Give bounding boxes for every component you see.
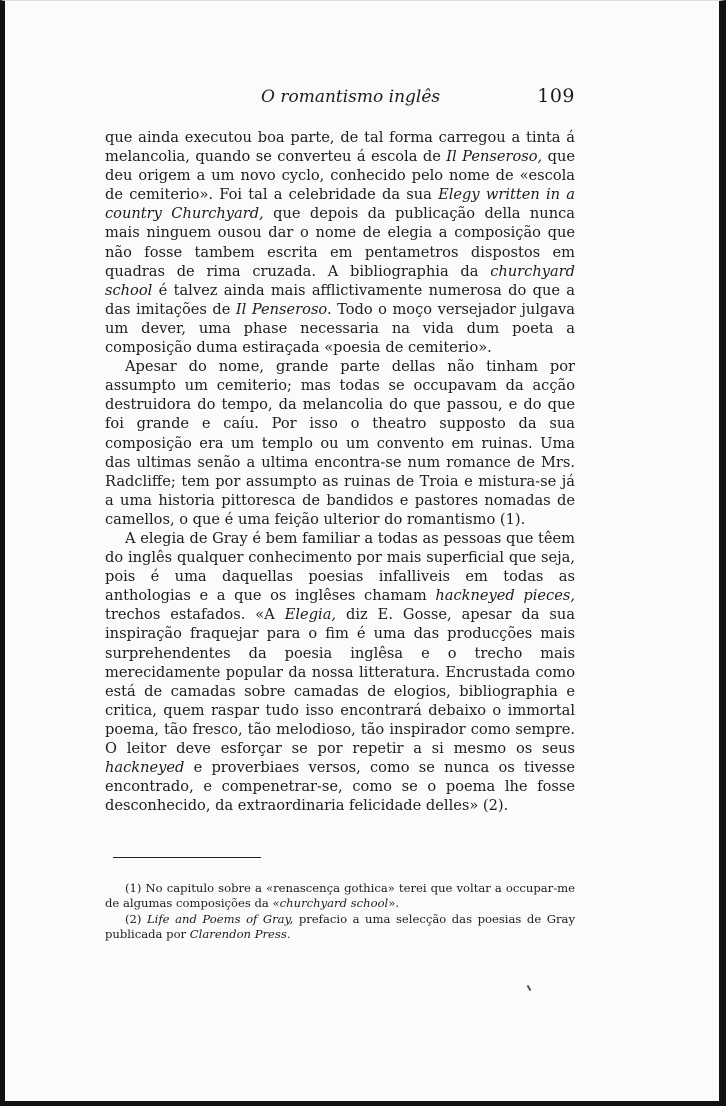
text-run: trechos estafados. «A: [105, 606, 285, 624]
text-run: Apesar do nome, grande parte dellas não tinham por assumpto um cemiterio; mas todas se occupavam da acção destruidora do tempo, da melancolia do que passou, e do que foi grande e caíu. Por isso o theatro supposto da sua composição era um templo ou um convento em ruinas. Uma das ultimas senão a ultima encontra-se num romance de Mrs. Radcliffe; tem por assumpto as ruinas de Troia e mistura-se já a uma historia pittoresca de bandidos e pastores nomadas de camellos, o que é uma feição ulterior do romantismo (1).: [105, 358, 575, 528]
italic-text: Elegia,: [284, 606, 337, 624]
body-text: [105, 128, 575, 815]
paragraph: [105, 529, 575, 815]
text-run: A elegia de Gray é bem familiar a todas as pessoas que têem do inglês qualquer conhecimento por mais superficial que seja, pois é uma daquellas poesias infalliveis em todas as anthologias e a que os inglêses chamam: [105, 529, 575, 605]
footnote: [105, 912, 575, 942]
footnotes: [105, 881, 575, 943]
page-number: 109: [537, 85, 575, 107]
text-run: (2): [125, 912, 147, 926]
italic-text: hackneyed pieces,: [435, 587, 575, 605]
text-run: é talvez ainda mais afflictivamente numerosa do que a das imitações de: [105, 281, 575, 318]
italic-text: churchyard school: [279, 896, 389, 910]
paragraph: [105, 128, 575, 357]
text-run: diz E. Gosse, apesar da sua inspiração fraquejar para o fim é uma das producções mais surprehendentes da poesia inglêsa e o trecho mais merecidamente popular da nossa litteratura. Encrustada como está de camadas sobre camadas de elogios, bibliographia e critica, quem raspar tudo isso encontrará debaixo o immortal poema, tão fresco, tão melodioso, tão inspirador como sempre. O leitor deve esforçar se por repetir a si mesmo os seus: [105, 606, 575, 757]
italic-text: Elegy written in a country Churchyard,: [105, 186, 575, 223]
text-run: prefacio a uma selecção das poesias de Gray publicada por: [105, 912, 575, 941]
footnote-separator: [113, 857, 261, 858]
italic-text: Il Penseroso.: [235, 300, 332, 318]
text-run: Todo o moço versejador julgava um dever, uma phase necessaria na vida dum poeta a composição duma estiraçada «poesia de cemiterio».: [105, 300, 575, 357]
print-mark: [527, 985, 532, 991]
page-header: [105, 87, 575, 113]
text-run: que deu origem a um novo cyclo, conhecido pelo nome de «escola de cemiterio». Foi tal a celebridade da sua: [105, 148, 575, 204]
text-run: e proverbiaes versos, como se nunca os tivesse encontrado, e compenetrar-se, como se o poema lhe fosse desconhecido, da extraordinaria felicidade delles» (2).: [105, 759, 575, 815]
italic-text: Clarendon Press.: [189, 927, 291, 941]
italic-text: churchyard school: [105, 262, 575, 299]
text-run: que depois da publicação della nunca mais ninguem ousou dar o nome de elegia a composição que não fosse tambem escrita em pentametros dispostos em quadras de rima cruzada. A bibliographia da: [105, 205, 575, 280]
italic-text: hackneyed: [105, 759, 185, 777]
text-run: (1) No capitulo sobre a «renascença gothica» terei que voltar a occupar-me de algumas composições da «: [105, 881, 575, 910]
italic-text: Il Penseroso,: [446, 148, 543, 166]
italic-text: Life and Poems of Gray,: [146, 912, 294, 926]
footnote: [105, 881, 575, 911]
text-run: que ainda executou boa parte, de tal forma carregou a tinta á melancolia, quando se converteu á escola de: [105, 129, 575, 166]
text-run: ».: [388, 896, 400, 910]
paragraph: [105, 357, 575, 529]
running-title: O romantismo inglês: [261, 87, 441, 107]
